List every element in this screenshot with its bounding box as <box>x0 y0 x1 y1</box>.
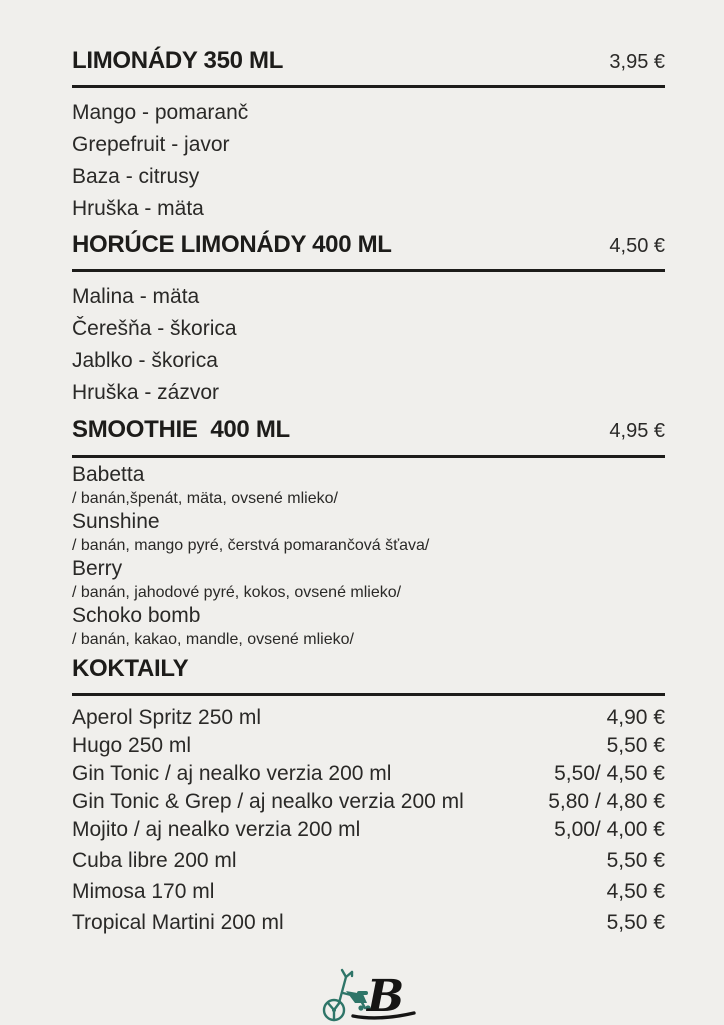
smoothie-name: Sunshine <box>72 510 160 533</box>
item-list <box>72 704 665 937</box>
section-header <box>72 48 665 74</box>
cocktail-row <box>72 704 665 732</box>
cocktail-name: Mojito / aj nealko verzia 200 ml <box>72 818 361 841</box>
section-price: 4,95 € <box>609 420 665 442</box>
cocktail-name: Gin Tonic / aj nealko verzia 200 ml <box>72 762 392 785</box>
divider <box>72 455 665 458</box>
footer-logo <box>72 963 665 1025</box>
menu-item: Jablko - škorica <box>72 349 218 372</box>
smoothie-ingredients: / banán, kakao, mandle, ovsené mlieko/ <box>72 631 354 648</box>
smoothie-name: Babetta <box>72 463 145 486</box>
cocktail-name: Cuba libre 200 ml <box>72 849 237 872</box>
menu-item: Hruška - zázvor <box>72 381 220 404</box>
cocktail-price: 5,50 € <box>606 911 665 934</box>
cocktail-name: Mimosa 170 ml <box>72 880 215 903</box>
section-horuce-limonady <box>72 232 665 409</box>
item-list <box>72 462 665 650</box>
section-smoothie <box>72 417 665 650</box>
cocktail-price: 5,80 / 4,80 € <box>548 790 665 813</box>
section-limonady <box>72 48 665 225</box>
smoothie-name: Schoko bomb <box>72 604 201 627</box>
section-title: HORÚCE LIMONÁDY 400 ML <box>72 231 392 258</box>
cocktail-price: 5,50 € <box>606 849 665 872</box>
menu-item: Hruška - mäta <box>72 197 204 220</box>
menu-item: Čerešňa - škorica <box>72 317 237 340</box>
divider <box>72 269 665 272</box>
section-title: LIMONÁDY 350 ML <box>72 47 284 74</box>
item-list <box>72 281 665 409</box>
cocktail-row <box>72 847 665 875</box>
cocktail-name: Gin Tonic & Grep / aj nealko verzia 200 ml <box>72 790 464 813</box>
cocktail-row <box>72 788 665 816</box>
cocktail-row <box>72 816 665 844</box>
section-price: 4,50 € <box>609 235 665 257</box>
section-header <box>72 656 665 682</box>
section-header <box>72 232 665 258</box>
smoothie-name: Berry <box>72 557 123 580</box>
cocktail-row <box>72 732 665 760</box>
cocktail-row <box>72 909 665 937</box>
cocktail-price: 5,00/ 4,00 € <box>554 818 665 841</box>
moped-icon <box>319 963 419 1025</box>
cocktail-price: 4,50 € <box>606 880 665 903</box>
cocktail-row <box>72 878 665 906</box>
divider <box>72 85 665 88</box>
section-header <box>72 417 665 443</box>
menu-item: Baza - citrusy <box>72 165 200 188</box>
menu-item: Malina - mäta <box>72 285 200 308</box>
smoothie-ingredients: / banán, mango pyré, čerstvá pomarančová šťava/ <box>72 537 430 554</box>
item-list <box>72 97 665 225</box>
menu-item: Grepefruit - javor <box>72 133 230 156</box>
section-title: SMOOTHIE 400 ML <box>72 416 290 443</box>
cocktail-name: Aperol Spritz 250 ml <box>72 706 262 729</box>
cocktail-name: Hugo 250 ml <box>72 734 192 757</box>
divider <box>72 693 665 696</box>
logo-letter: B <box>366 971 404 1022</box>
cocktail-price: 5,50 € <box>606 734 665 757</box>
cocktail-row <box>72 760 665 788</box>
smoothie-ingredients: / banán, jahodové pyré, kokos, ovsené mlieko/ <box>72 584 402 601</box>
menu-item: Mango - pomaranč <box>72 101 249 124</box>
cocktail-name: Tropical Martini 200 ml <box>72 911 284 934</box>
section-koktaily <box>72 656 665 937</box>
cocktail-price: 5,50/ 4,50 € <box>554 762 665 785</box>
section-title: KOKTAILY <box>72 655 189 682</box>
smoothie-ingredients: / banán,špenát, mäta, ovsené mlieko/ <box>72 490 338 507</box>
cocktail-price: 4,90 € <box>606 706 665 729</box>
section-price: 3,95 € <box>609 51 665 73</box>
